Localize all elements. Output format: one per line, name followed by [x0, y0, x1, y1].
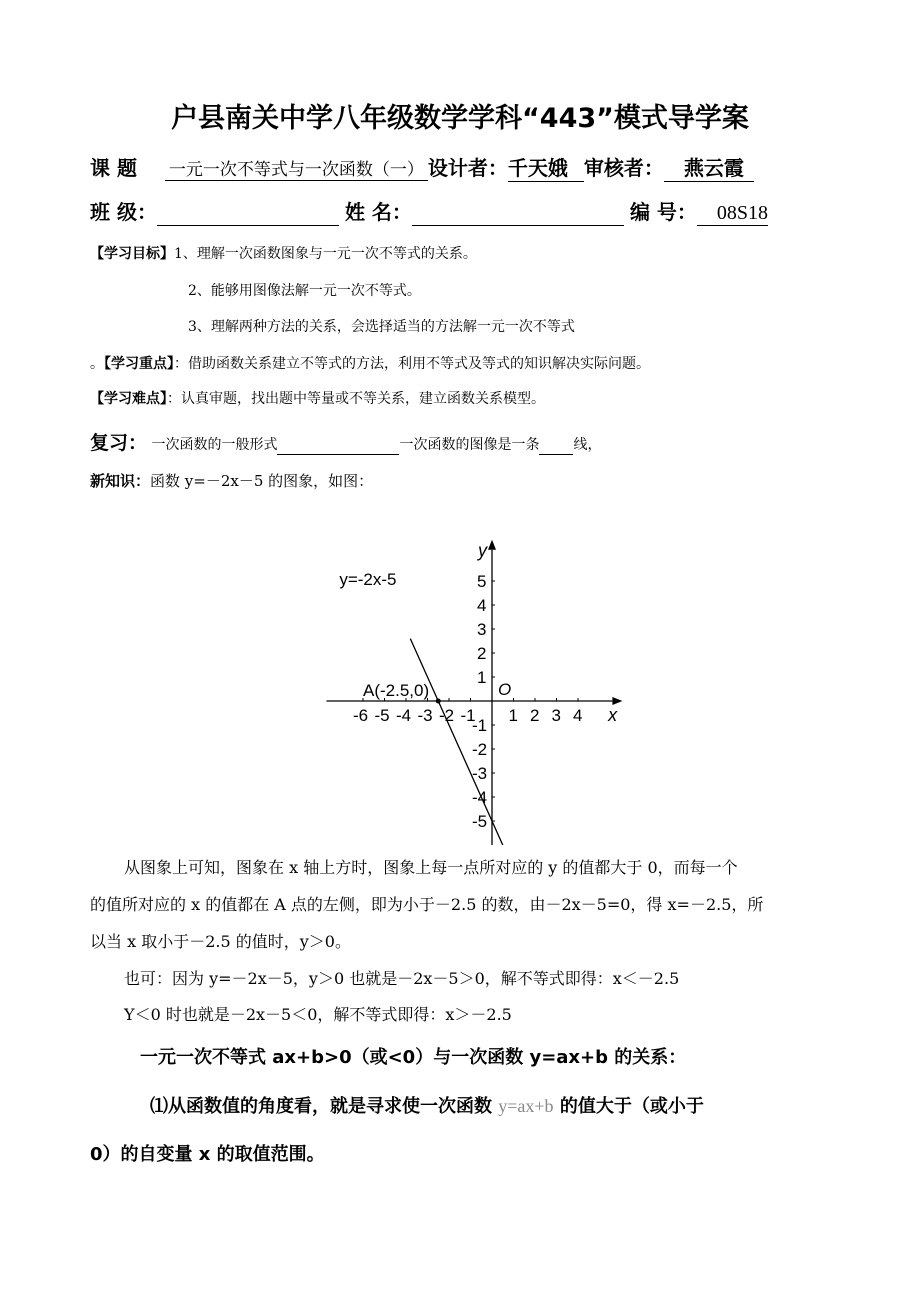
paragraph-4: 也可：因为 y=－2x－5，y＞0 也就是－2x－5＞0，解不等式即得：x＜－2.5 [124, 969, 680, 988]
number-value: 08S18 [697, 202, 768, 226]
goal-item-1: 1、理解一次函数图象与一元一次不等式的关系。 [174, 246, 477, 262]
key-point-prefix: 。 [90, 356, 104, 372]
key-point-text: ：借助函数关系建立不等式的方法，利用不等式及等式的知识解决实际问题。 [174, 356, 650, 372]
review-label: 复习： [90, 432, 148, 454]
x-tick-label: -4 [396, 706, 412, 725]
relation-item-1-suffix: 的值大于（或小于 [553, 1096, 704, 1117]
number-label: 编 号： [629, 200, 697, 224]
review-text-1: 一次函数的一般形式 [151, 437, 278, 453]
designer-value: 千天娥 [508, 152, 584, 182]
y-tick-label: 2 [477, 644, 487, 663]
designer-label: 设计者： [427, 156, 508, 180]
class-field[interactable] [157, 205, 339, 226]
topic-label: 课 题 [90, 156, 137, 180]
info-row [90, 196, 768, 226]
x-tick-label: -5 [374, 706, 390, 725]
paragraph-1: 从图象上可知，图象在 x 轴上方时，图象上每一点所对应的 y 的值都大于 0，而每一个 [124, 858, 738, 877]
topic-value: 一元一次不等式与一次函数（一） [165, 155, 428, 181]
review-text-2: 一次函数的图像是一条 [399, 437, 540, 453]
new-knowledge-label: 新知识： [90, 472, 151, 490]
x-axis-arrow [612, 697, 622, 705]
series-label: y=-2x-5 [339, 570, 397, 589]
goal-item-2: 2、能够用图像法解一元一次不等式。 [188, 283, 421, 299]
x-ticks [353, 698, 582, 725]
review-row [90, 428, 601, 455]
point-label: A(-2.5,0) [363, 681, 430, 700]
point-dot [436, 699, 441, 704]
series-line [410, 639, 512, 845]
page-title: 户县南关中学八年级数学学科“443”模式导学案 [171, 103, 749, 134]
x-tick-label: 2 [530, 706, 540, 725]
new-knowledge-text: 函数 y=－2x－5 的图象，如图： [150, 472, 374, 490]
x-tick-label: -6 [353, 706, 369, 725]
x-tick-label: -2 [439, 706, 455, 725]
goal-item-3: 3、理解两种方法的关系，会选择适当的方法解一元一次不等式 [188, 319, 575, 335]
name-label: 姓 名： [344, 200, 412, 224]
y-tick-label: -1 [472, 716, 488, 735]
x-axis-label: x [608, 705, 618, 725]
key-point-row [90, 353, 650, 373]
y-axis-label: y [478, 540, 487, 561]
reviewer-label: 审核者： [583, 156, 664, 180]
relation-item-1-prefix: ⑴从函数值的角度看，就是寻求使一次函数 [150, 1096, 499, 1117]
name-field[interactable] [412, 205, 624, 226]
paragraph-3: 以当 x 取小于－2.5 的值时，y＞0。 [90, 932, 351, 951]
function-graph [320, 535, 630, 845]
difficulty-row [90, 388, 545, 408]
relation-item-1-formula: y=ax+b [498, 1096, 554, 1116]
x-tick-label: -1 [460, 706, 476, 725]
y-tick-label: -3 [472, 764, 488, 783]
goals-row [90, 243, 477, 263]
origin-label: O [498, 680, 512, 699]
paragraph-2: 的值所对应的 x 的值都在 A 点的左侧，即为小于－2.5 的数，由－2x－5=0，得 x=－2.5，所 [90, 895, 764, 914]
y-tick-label: 4 [477, 596, 487, 615]
x-tick-label: 3 [551, 706, 561, 725]
relation-item-1 [150, 1092, 704, 1118]
x-tick-label: 4 [573, 706, 583, 725]
review-blank-2[interactable] [539, 438, 573, 455]
difficulty-text: ：认真审题，找出题中等量或不等关系，建立函数关系模型。 [167, 391, 545, 407]
key-point-label: 【学习重点】 [104, 356, 174, 372]
y-tick-label: -2 [472, 740, 488, 759]
difficulty-label: 【学习难点】 [90, 391, 167, 407]
new-knowledge-row [90, 470, 373, 491]
reviewer-value: 燕云霞 [664, 152, 754, 182]
y-tick-label: 1 [477, 668, 487, 687]
y-axis-arrow [488, 540, 496, 550]
y-tick-label: -4 [472, 788, 488, 807]
relation-heading: 一元一次不等式 ax+b>0（或<0）与一次函数 y=ax+b 的关系： [140, 1047, 687, 1068]
review-text-3: 线， [573, 437, 602, 453]
topic-row [90, 152, 754, 182]
y-tick-label: 5 [477, 572, 487, 591]
x-tick-label: -3 [417, 706, 433, 725]
x-tick-label: 1 [508, 706, 518, 725]
y-tick-label: -5 [472, 812, 488, 831]
relation-item-1-cont: 0）的自变量 x 的取值范围。 [90, 1144, 325, 1165]
review-blank-1[interactable] [277, 438, 399, 455]
goals-label: 【学习目标】 [90, 246, 174, 262]
class-label: 班 级： [90, 200, 157, 224]
y-tick-label: 3 [477, 620, 487, 639]
paragraph-5: Y＜0 时也就是－2x－5＜0，解不等式即得：x＞－2.5 [124, 1005, 512, 1024]
